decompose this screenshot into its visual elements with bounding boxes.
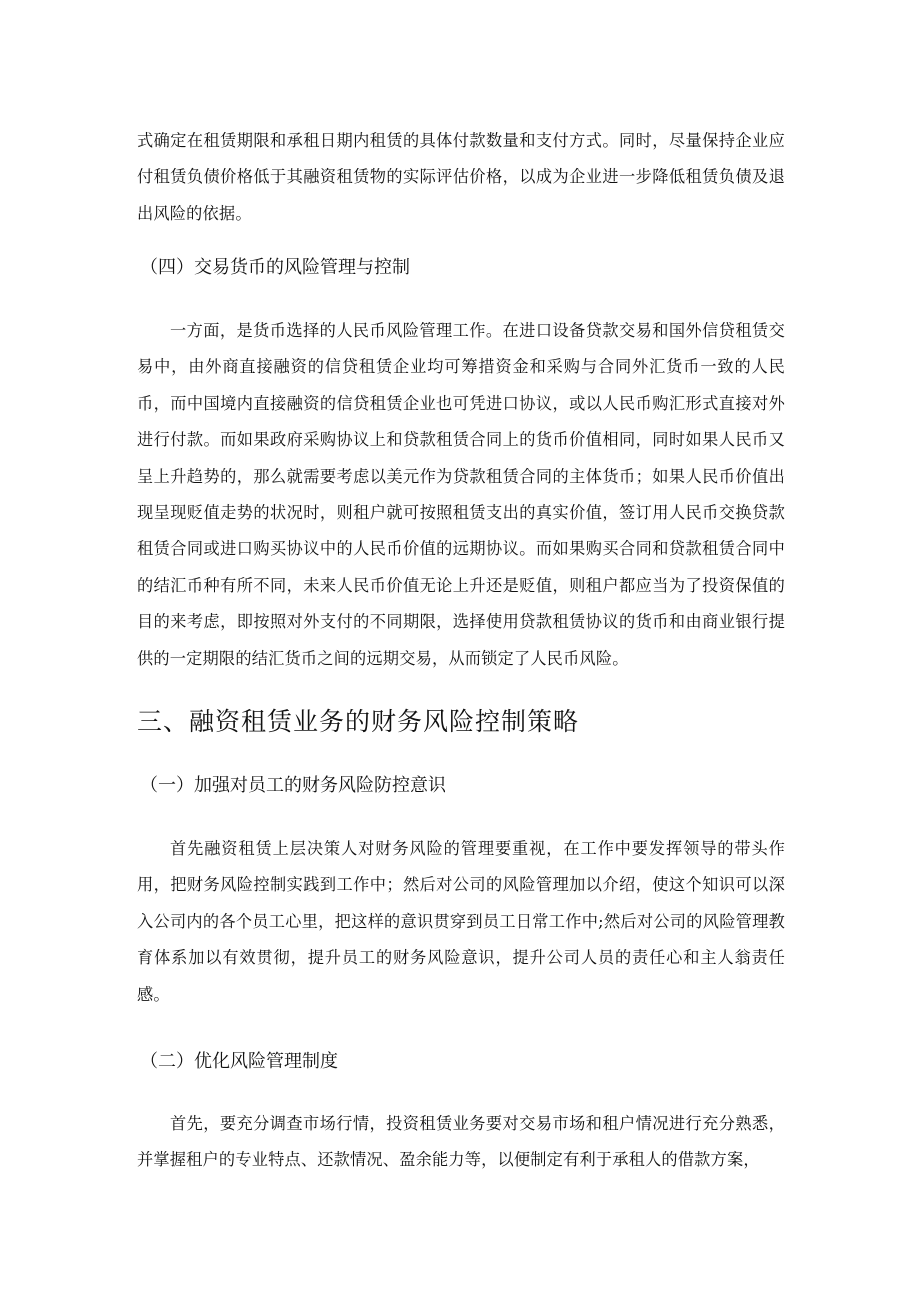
subheading-currency-risk: （四）交易货币的风险管理与控制 [140, 257, 410, 278]
section-title-risk-strategy: 三、融资租赁业务的财务风险控制策略 [137, 707, 580, 736]
paragraph-risk-system: 首先，要充分调查市场行情，投资租赁业务要对交易市场和租户情况进行充分熟悉，并掌握租户的专业特点、还款情况、盈余能力等，以便制定有利于承租人的借款方案， [137, 1114, 785, 1170]
paragraph-currency-risk: 一方面，是货币选择的人民币风险管理工作。在进口设备贷款交易和国外信贷租赁交易中，由外商直接融资的信贷租赁企业均可筹措资金和采购与合同外汇货币一致的人民币，而中国境内直接融资的信贷租赁企业也可凭进口协议，或以人民币购汇形式直接对外进行付款。而如果政府采购协议上和贷款租赁合同上的货币价值相同，同时如果人民币又呈上升趋势的，那么就需要考虑以美元作为贷款租赁合同的主体货币；如果人民币价值出现呈现贬值走势的状况时，则租户就可按照租赁支出的真实价值，签订用人民币交换贷款租赁合同或进口购买协议中的人民币价值的远期协议。而如果购买合同和贷款租赁合同中的结汇币种有所不同，未来人民币价值无论上升还是贬值，则租户都应当为了投资保值的目的来考虑，即按照对外支付的不同期限，选择使用贷款租赁协议的货币和由商业银行提供的一定期限的结汇货币之间的远期交易，从而锁定了人民币风险。 [137, 321, 785, 668]
paragraph-lease-terms: 式确定在租赁期限和承租日期内租赁的具体付款数量和支付方式。同时，尽量保持企业应付租赁负债价格低于其融资租赁物的实际评估价格，以成为企业进一步降低租赁负债及退出风险的依据。 [137, 131, 785, 223]
paragraph-staff-awareness: 首先融资租赁上层决策人对财务风险的管理要重视，在工作中要发挥领导的带头作用，把财务风险控制实践到工作中；然后对公司的风险管理加以介绍，使这个知识可以深入公司内的各个员工心里，把这样的意识贯穿到员工日常工作中;然后对公司的风险管理教育体系加以有效贯彻，提升员工的财务风险意识，提升公司人员的责任心和主人翁责任感。 [137, 839, 785, 1004]
subheading-risk-system: （二）优化风险管理制度 [140, 1051, 338, 1072]
subheading-staff-awareness: （一）加强对员工的财务风险防控意识 [140, 775, 446, 796]
